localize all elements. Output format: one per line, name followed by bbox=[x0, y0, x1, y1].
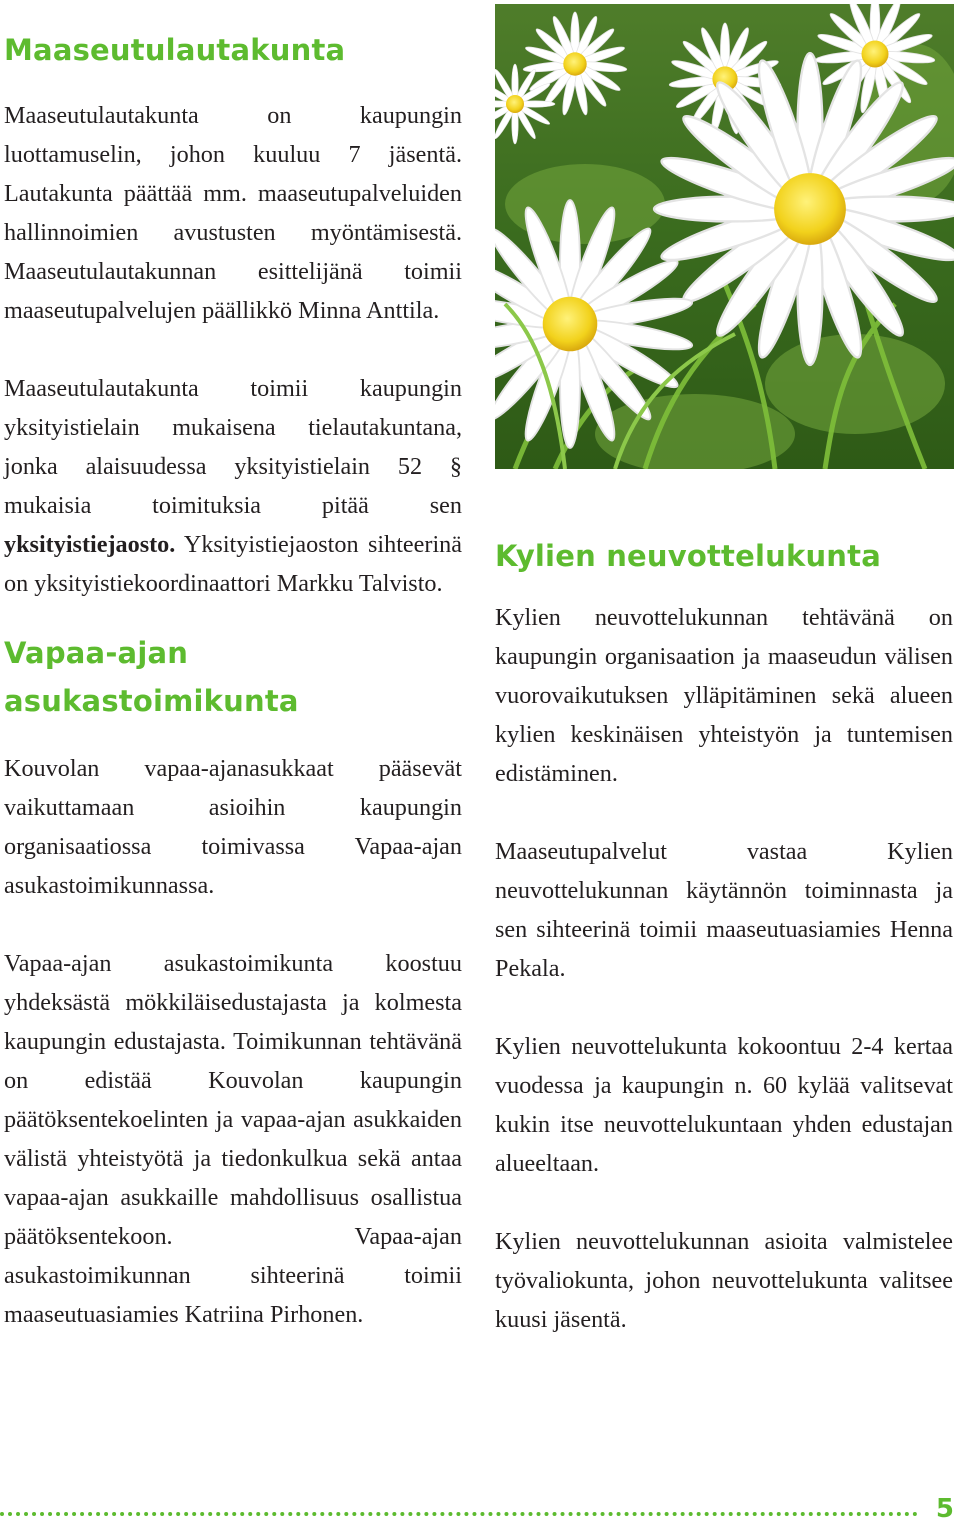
paragraph-asukastoimikunta-intro: Kouvolan vapaa-ajanasukkaat pääsevät vaikuttamaan asioihin kaupungin organisaatiossa toimivassa Vapaa-ajan asukastoimikunnassa. bbox=[4, 755, 462, 899]
paragraph-tyovaliokunta: Kylien neuvottelukunnan asioita valmistelee työvaliokunta, johon neuvottelukunta valitsee kuusi jäsentä. bbox=[495, 1228, 953, 1333]
paragraph-kokoontuminen: Kylien neuvottelukunta kokoontuu 2-4 kertaa vuodessa ja kaupungin n. 60 kylää valitsevat kukin itse neuvottelukuntaan yhden edustajan alueeltaan. bbox=[495, 1033, 953, 1177]
heading-maaseutulautakunta: Maaseutulautakunta bbox=[4, 33, 346, 67]
page-number: 5 bbox=[935, 1494, 954, 1524]
footer-dotted-rule bbox=[0, 1512, 918, 1516]
paragraph-tielautakunta-text-b: Yksityistiejaoston sihteerinä on yksityistiekoordinaattori Markku Talvisto. bbox=[4, 531, 462, 597]
heading-line-2: asukastoimikunta bbox=[4, 684, 299, 718]
paragraph-neuvottelukunta-tehtava: Kylien neuvottelukunnan tehtävänä on kaupungin organisaation ja maaseudun välisen vuorovaikutuksen ylläpitäminen sekä alueen kylien keskinäisen yhteistyön ja tuntemisen edistäminen. bbox=[495, 604, 953, 787]
heading-vapaa-ajan-asukastoimikunta bbox=[4, 629, 462, 725]
right-column bbox=[495, 0, 953, 1339]
paragraph-asukastoimikunta-details: Vapaa-ajan asukastoimikunta koostuu yhdeksästä mökkiläisedustajasta ja kolmesta kaupungin edustajasta. Toimikunnan tehtävänä on edistää Kouvolan kaupungin päätöksentekoelinten ja vapaa-ajan asukkaiden välistä yhteistyötä ja tiedonkulkua sekä antaa vapaa-ajan asukkaille mahdollisuus osallistua päätöksentekoon. Vapaa-ajan asukastoimikunnan sihteerinä toimii maaseutuasiamies Katriina Pirhonen. bbox=[4, 950, 462, 1328]
left-column bbox=[4, 0, 462, 1334]
paragraph-maaseutupalvelut: Maaseutupalvelut vastaa Kylien neuvottelukunnan käytännön toiminnasta ja sen sihteerinä toimii maaseutuasiamies Henna Pekala. bbox=[495, 838, 953, 982]
paragraph-lautakunta-intro: Maaseutulautakunta on kaupungin luottamuselin, johon kuuluu 7 jäsentä. Lautakunta päättää mm. maaseutupalveluiden hallinnoimien avustusten myöntämisestä. Maaseutulautakunnan esittelijänä toimii maaseutupalvelujen päällikkö Minna Anttila. bbox=[4, 102, 462, 324]
heading-line-1: Vapaa-ajan bbox=[4, 636, 189, 670]
term-yksityistiejaosto: yksityistiejaosto. bbox=[4, 531, 176, 558]
paragraph-tielautakunta bbox=[4, 369, 462, 603]
paragraph-tielautakunta-text-a: Maaseutulautakunta toimii kaupungin yksityistielain mukaisena tielautakuntana, jonka alaisuudessa yksityistielain 52 § mukaisia toimituksia pitää sen bbox=[4, 375, 462, 519]
heading-kylien-neuvottelukunta: Kylien neuvottelukunta bbox=[495, 539, 881, 573]
